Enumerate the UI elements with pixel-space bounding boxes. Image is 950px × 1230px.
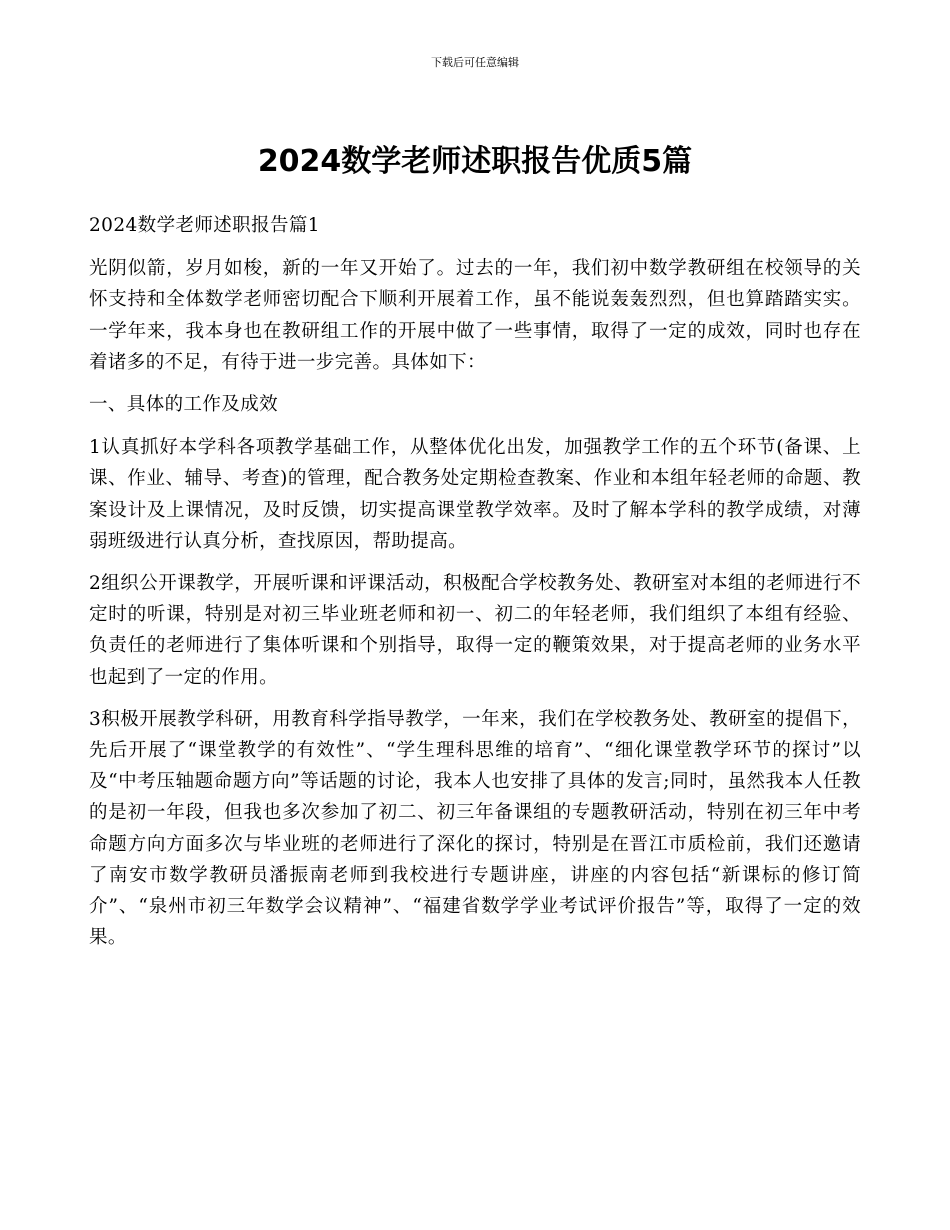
paragraph-item-1: 1认真抓好本学科各项教学基础工作，从整体优化出发，加强教学工作的五个环节(备课、上课、作业、辅导、考查)的管理，配合教务处定期检查教案、作业和本组年轻老师的命题、教案设计及上课情况，及时反馈，切实提高课堂教学效率。及时了解本学科的教学成绩，对薄弱班级进行认真分析，查找原因，帮助提高。 xyxy=(89,437,861,552)
header-note: 下载后可任意编辑 xyxy=(431,56,519,69)
document-title: 2024数学老师述职报告优质5篇 xyxy=(257,144,693,179)
document-body xyxy=(89,210,861,964)
paragraph-item-3: 3积极开展教学科研，用教育科学指导教学，一年来，我们在学校教务处、教研室的提倡下，先后开展了“课堂教学的有效性”、“学生理科思维的培育”、“细化课堂教学环节的探讨”以及“中考压轴题命题方向”等话题的讨论，我本人也安排了具体的发言;同时，虽然我本人任教的是初一年段，但我也多次参加了初二、初三年备课组的专题教研活动，特别在初三年中考命题方向方面多次与毕业班的老师进行了深化的探讨，特别是在晋江市质检前，我们还邀请了南安市数学教研员潘振南老师到我校进行专题讲座，讲座的内容包括“新课标的修订简介”、“泉州市初三年数学会议精神”、“福建省数学学业考试评价报告”等，取得了一定的效果。 xyxy=(89,708,861,949)
paragraph-item-2: 2组织公开课教学，开展听课和评课活动，积极配合学校教务处、教研室对本组的老师进行不定时的听课，特别是对初三毕业班老师和初一、初二的年轻老师，我们组织了本组有经验、负责任的老师进行了集体听课和个别指导，取得一定的鞭策效果，对于提高老师的业务水平也起到了一定的作用。 xyxy=(89,573,861,688)
subsection-heading: 一、具体的工作及成效 xyxy=(89,394,279,416)
section-title: 2024数学老师述职报告篇1 xyxy=(89,215,320,236)
paragraph-intro: 光阴似箭，岁月如梭，新的一年又开始了。过去的一年，我们初中数学教研组在校领导的关怀支持和全体数学老师密切配合下顺利开展着工作，虽不能说轰轰烈烈，但也算踏踏实实。一学年来，我本身也在教研组工作的开展中做了一些事情，取得了一定的成效，同时也存在着诸多的不足，有待于进一步完善。具体如下： xyxy=(89,258,861,373)
